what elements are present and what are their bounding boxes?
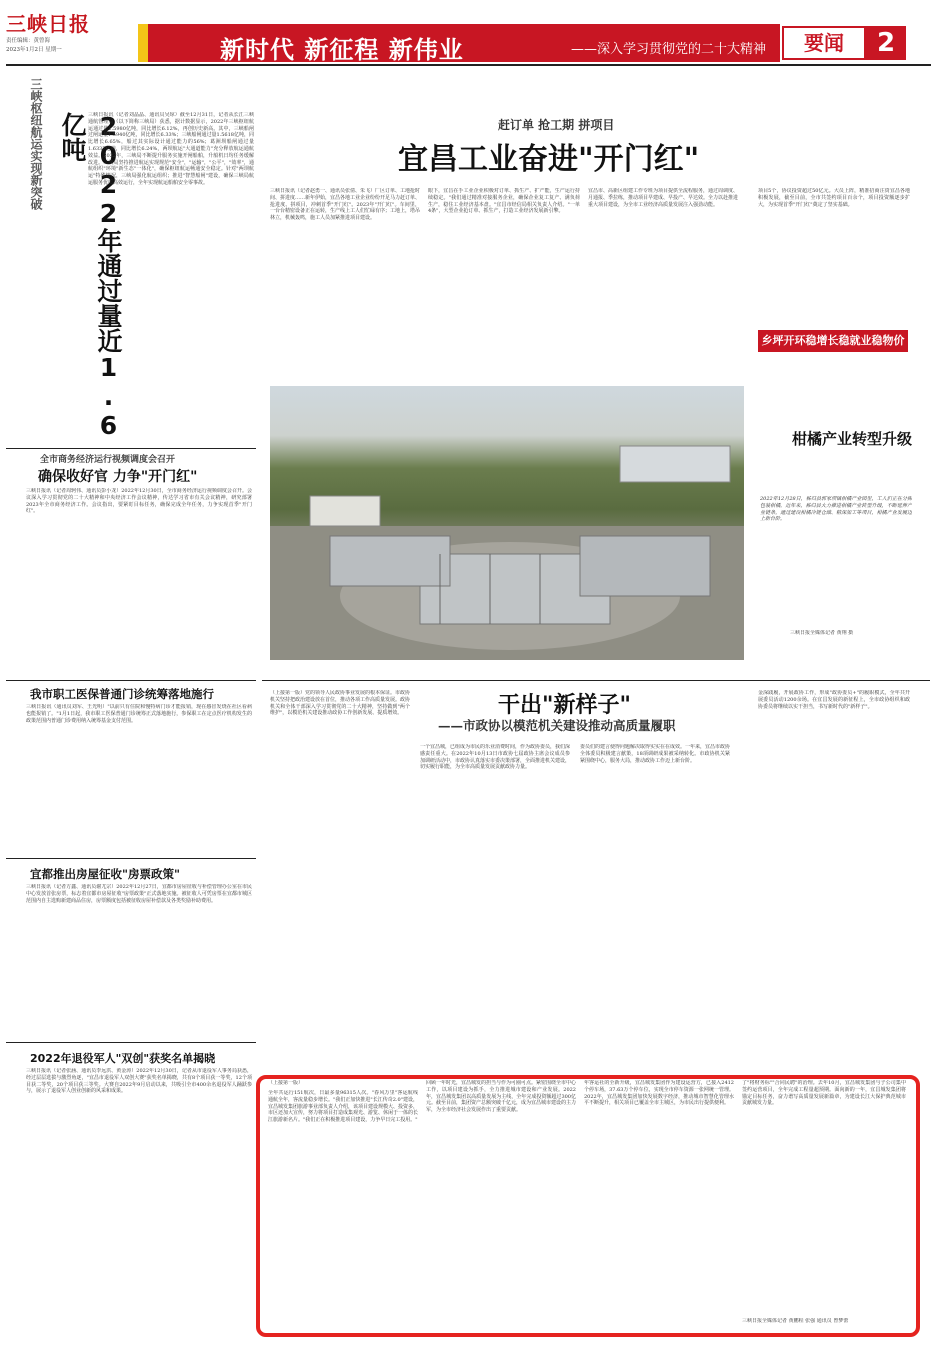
- a3-credit: 三峡日报全媒体记者 黄翔 摄: [790, 630, 854, 636]
- banner-main-slogan: 新时代 新征程 新伟业: [220, 36, 464, 64]
- a5-title: 我市职工医保普通门诊统筹落地施行: [30, 687, 214, 701]
- a4-subtitle: 全市商务经济运行视频调度会召开: [40, 455, 176, 465]
- page-number: 2: [866, 26, 906, 60]
- a8-col2: 一个宜昌城，已组成为市民的乐业消费时间，作为政协委员，我们深感责任重大。在2022年10月13日市政协七届政协主席会议成员参加调研活动中，市政协认真落实市委决策部署，全面推进机关建设，切实履行职能，为全市高质量发展贡献政协力量。: [420, 744, 570, 771]
- a2-title: 宜昌工业奋进"开门红": [398, 142, 700, 177]
- a2-col4: 项目5个，协议投资超过50亿元。大员上阵，精准招商注资宜昌各地积极发展，截至目前，全市共签约项目百余个，项目投资额逐步扩大，为实现首季"开门红"奠定了坚实基础。: [758, 188, 910, 208]
- masthead-editor: 责任编辑：黄曾海: [6, 38, 51, 44]
- masthead-logo: 三峡日报: [6, 12, 90, 36]
- a9-credit: 三峡日报全媒体记者 黄鹏程 张强 通讯员 曾梦蕾: [742, 1318, 849, 1324]
- a1-subtitle: 三峡枢纽航运实现新突破: [29, 78, 43, 210]
- a2-kicker: 赶订单 抢工期 拼项目: [498, 118, 615, 132]
- a2-tag: 乡坪开环稳增长稳就业稳物价: [758, 330, 908, 352]
- a4-body: 三峡日报讯（记者周轲伟、通讯员彭小龙）2022年12月30日，全市商务经济运行视频调度会召开。会议深入学习贯彻党的二十大精神和中央经济工作会议精神，传达学习省市有关会议精神，研究部署2023年全市商务经济工作。会议指出，要紧盯目标任务，确保完成全年任务，力争实现首季"开门红"。: [26, 488, 252, 515]
- divider: [6, 858, 256, 859]
- a7-body: 三峡日报讯（记者张涵、通讯员李远洪、黄金涛）2022年12月30日，记者从市退役军人事务局获悉，经过层层选拔与激烈角逐，"宜昌市退役军人双创大赛"获奖名单揭晓，共有8个项目获一等奖，12个项目获二等奖，20个项目获三等奖。大赛自2022年9月启动以来，共吸引全市400余名退役军人踊跃参与，展示了退役军人创业创新的风采和成果。: [26, 1068, 252, 1095]
- a1-title: 2022年通过量近1.6亿吨: [58, 112, 123, 440]
- photo-illustration: [270, 386, 744, 660]
- a5-body: 三峡日报讯（通讯员刘军、王光明）"以前只有住院和慢特病门诊才能报销，现在感冒发烧在社区看病也能报销了。"1月1日起，我市职工医保普通门诊统筹正式落地施行，参保职工在定点医疗机构发生的政策范围内普通门诊费用纳入统筹基金支付范围。: [26, 704, 252, 724]
- banner-accent: [138, 24, 148, 62]
- banner-sub-slogan: ——深入学习贯彻党的二十大精神: [570, 42, 766, 57]
- industrial-park-photo: [270, 386, 744, 660]
- a3-body: 2022年12月28日，秭归县郭家坝镇柑橘产业园里，工人们正在分拣包装柑橘。近年来，秭归县大力推进柑橘产业转型升级，不断延伸产业链条，通过建设柑橘冷链仓储、精深加工等项目，柑橘产业发展迈上新台阶。: [760, 496, 912, 523]
- section-name: 要闻: [782, 26, 866, 60]
- a9-col4: 了"将财务标""合同民聘"的治理。去年10月，宜昌城发集团与子公司集中签约运营项目，全年完成工程量超预期。面向新的一年，宜昌城发集团将锚定目标任务，奋力谱写高质量发展新篇章，为建设长江大保护典范城市贡献城发力量。: [742, 1080, 906, 1107]
- a1-body: 三峡日报讯（记者刘晶晶、通讯员吴琼）截至12月31日，记者从长江三峡通航管理局（以下简称三峡局）获悉，据计数据显示，2022年三峡枢纽航运通过量1.5980亿吨，同比增长6.12%，再创历史新高。其中，三峡船闸过闸运量1.5940亿吨，同比增长6.33%；三峡船闸通过量1.5618亿吨，同比增长6.65%，船过其实际设计通过能力的56%；葛洲坝船闸通过量1.6337亿吨，同比增长6.24%，两坝航运"大通道能力"充分释放航运通航效益。2022年，三峡局不断提升服务实施开闸船舶，升船机日均任务缓解改进。三峡局坚持推进航运实现规范"安全"，"运输"，"公平"，"效率"，通航组织"环境"新生态"一体化"，确保枢纽航运畅通安全稳定。针对"两坝航运"特殊情况，三峡局强化航运组织；推进"智慧船闸"建设，确保三峡局航运服务优质高效运行，全年实现航运船舶安全零事故。: [88, 112, 254, 186]
- a2-col1: 三峡日报讯（记者赵勇一、通讯员张倩、朱飞）厂区订单、工地抢时间、拼进度……新年伊始，宜昌各地工业企业纷纷开足马力赶订单、抢进度、拼项目，冲刺首季"开门红"。2023年"开门红"。车间里，一台台精密设备正在运转，生产线上工人们忙碌有序；工地上，塔吊林立，机械轰鸣，施工人员加紧推进项目建设。: [270, 188, 420, 222]
- a8-col4: 金深践履，开展政协工作，形成"政协委员+"的履职模式，全年共开展委员活动1200余场。在宜昌发展的新征程上，全市政协组织和政协委员将继续以实干担当，书写新时代的"新样子"。: [758, 690, 910, 710]
- divider: [6, 680, 256, 681]
- a4-title: 确保收好官 力争"开门红": [38, 469, 198, 485]
- divider: [6, 448, 256, 449]
- a8-col1: （上接第一版）党的领导人民政协事业发展的根本保证。市政协机关坚持把政治建设放在首位，推动各项工作高质量发展。政协机关和全体干部深入学习贯彻党的二十大精神，坚持做到"两个维护"，以模范机关建设推动政协工作创新发展、提质增效。: [270, 690, 410, 717]
- divider: [262, 680, 930, 681]
- a2-col3: 宜昌市、高新区组建工作专班为项目提供全流程服务，通过周调度、月通报、季拉练，推动项目早建成、早投产、早达效。全力以赴推进重大项目建设，为全市工业经济高质量发展注入强劲动能。: [588, 188, 738, 208]
- a6-title: 宜都推出房屋征收"房票政策": [30, 867, 180, 881]
- a9-intro: （上接第一版）: [268, 1080, 304, 1086]
- a9-col3: 年客运社的全新升级，宜昌城发集团作为建设运营方，已接入2412个停车场，37.63万个停车位，实现全市停车资源一张网统一管理。2022年，宜昌城发集团加快发展数字经济，推动城市智慧化管理水平不断提升，相关项目已覆盖全市主城区，为市民出行提供便利。: [584, 1080, 734, 1107]
- a2-col2: 眼下，宜昌在手工业企业积极对订单、抓生产、扩产能，生产运行持续稳定。"我们通过精准对接服务企业，确保企业复工复产、满负荷生产，稳住工业经济基本盘。"宜昌市经信局相关负责人介绍。"一单4条"，大型企业抢订单、抓生产，打造工业经济发展新引擎。: [428, 188, 580, 215]
- a8-col3: 委员们的建言使得问题解决取得实实在在成效。一年来，宜昌市政协全体委员积极建言献策，18项调研成果被采纳转化。市政协机关紧紧围绕中心，服务大局，推动政协工作迈上新台阶。: [580, 744, 730, 764]
- a8-title: 干出"新样子": [498, 693, 631, 718]
- masthead-rule: [6, 64, 931, 66]
- a6-body: 三峡日报讯（记者方鑫、通讯员谢尤宗）2022年12月27日，宜都市房屋征收与补偿管理办公室在市民中心发放首张房票，标志着宜都市房屋征收"房票政策"正式落地实施。被征收人可凭房票在宜都市城区范围内自主选购新建商品住房，房票额度包括被征收房屋补偿款及各类奖励补助费用。: [26, 884, 252, 904]
- a3-title: 柑橘产业转型升级: [792, 430, 913, 448]
- divider: [6, 1042, 256, 1043]
- theme-banner: [138, 24, 780, 62]
- masthead-date: 2023年1月2日 星期一: [6, 47, 62, 53]
- a8-subtitle: ——市政协以模范机关建设推动高质量履职: [438, 718, 676, 733]
- a9-col2: 回顾一年时光，宜昌城发的担当与作为可圈可点。紧密围绕全市中心工作，以项目建设为抓手，全力推进城市建设和产业发展。2022年，宜昌城发集团以高质量发展为主线，全年完成投资额超过300亿元。截至目前，集团资产总额突破千亿元，成为宜昌城市建设的主力军，为全市经济社会发展作出了重要贡献。: [426, 1080, 576, 1114]
- a9-col1: 全年共运行151航次，日最多量96315人次。"春风万里"客运航线通航全年，客流量稳步增长。"我们正加快推进"长江传奇2.0"建设，宜昌城发集团旅游事业部负责人介绍，该项目建设规模大、投资多，市区还加大宣传，努力将项目打造成集观光、游览、休闲于一体的长江旅游新名片。"我们正在积极推进项目建设，力争早日完工投用。": [268, 1090, 418, 1124]
- a7-title: 2022年退役军人"双创"获奖名单揭晓: [30, 1052, 216, 1065]
